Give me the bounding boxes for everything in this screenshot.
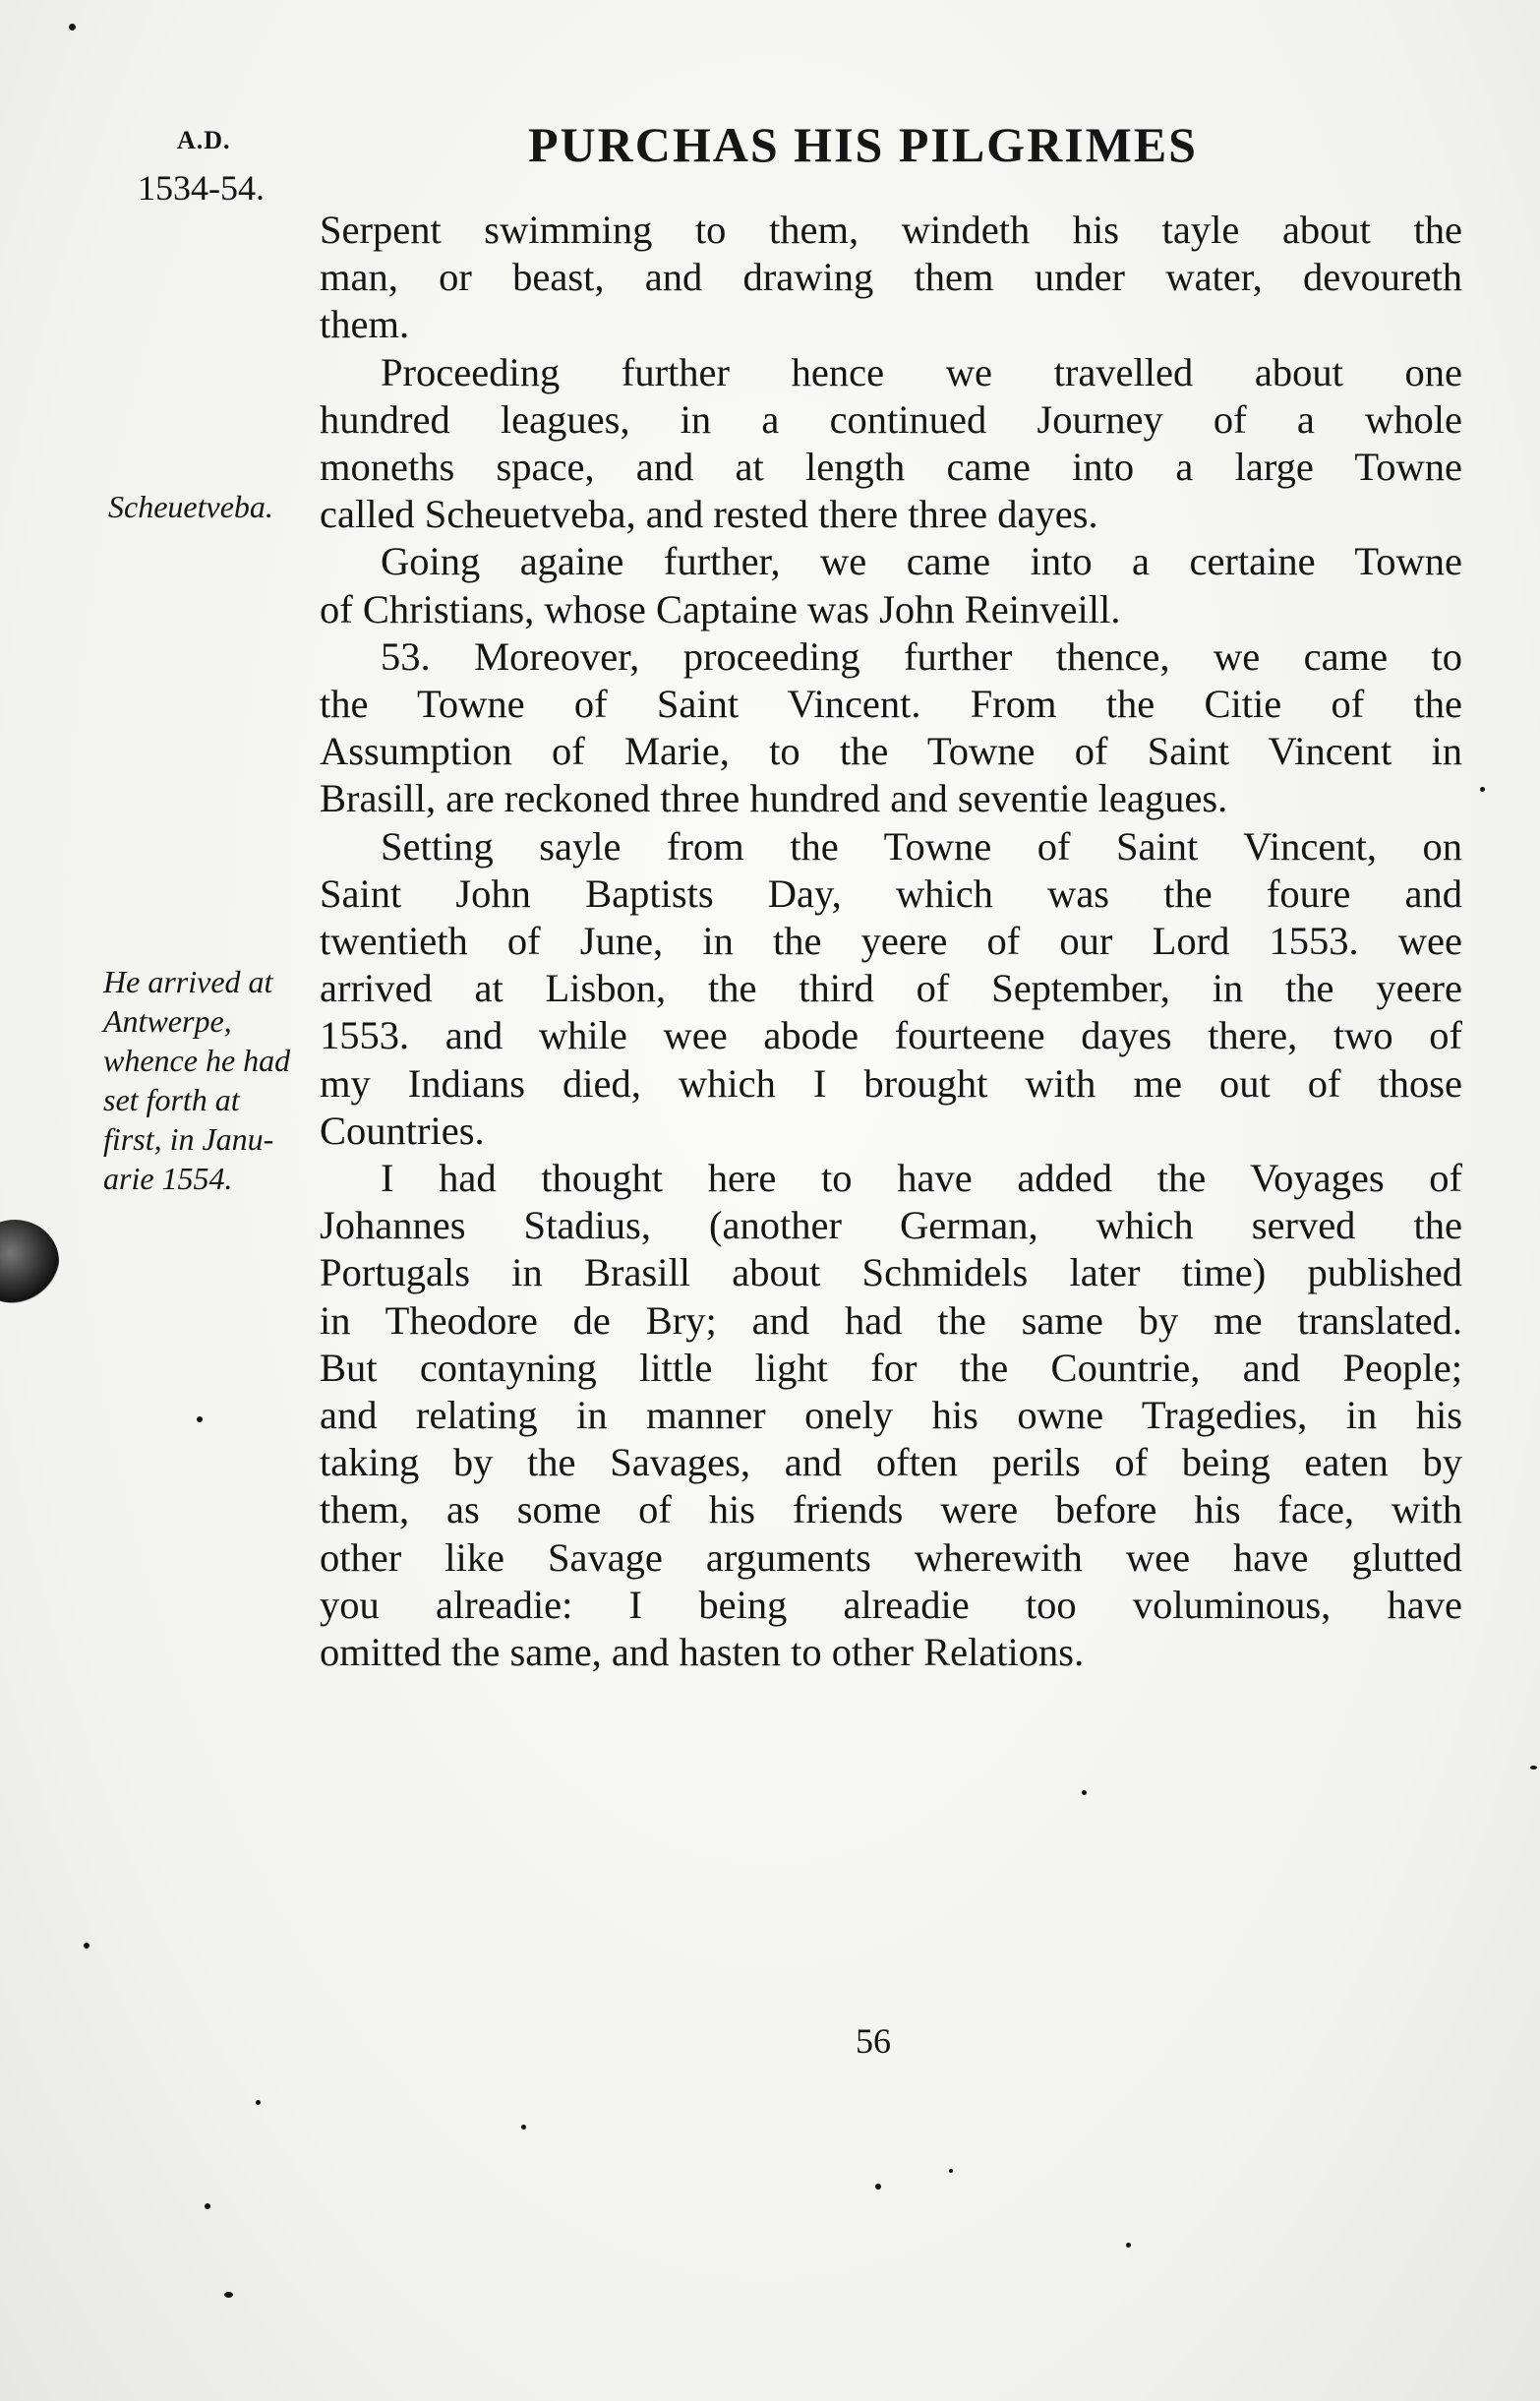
margin-note-line: first, in Janu-: [103, 1121, 274, 1157]
text-line: I had thought here to have added the Voyages of: [381, 1156, 1462, 1201]
dust-speck: [1530, 1766, 1537, 1770]
text-line: moneths space, and at length came into a large Towne: [320, 445, 1462, 490]
dust-speck: [224, 2292, 233, 2298]
text-line: Assumption of Marie, to the Towne of Saint Vincent in: [320, 729, 1462, 774]
dust-speck: [1082, 1790, 1087, 1795]
margin-note-line: Antwerpe,: [103, 1003, 232, 1039]
text-line: other like Savage arguments wherewith wee have glutted: [320, 1534, 1462, 1580]
year-range: 1534-54.: [138, 168, 265, 208]
dust-speck: [875, 2184, 881, 2190]
text-line: But contayning little light for the Countrie, and People;: [320, 1345, 1462, 1390]
text-line: twentieth of June, in the yeere of our Lord 1553. wee: [320, 919, 1462, 964]
dust-speck: [949, 2169, 953, 2173]
text-line: man, or beast, and drawing them under water, devoureth: [320, 255, 1462, 300]
text-line: you alreadie: I being alreadie too voluminous, have: [320, 1582, 1462, 1627]
text-line: Johannes Stadius, (another German, which served the: [320, 1203, 1462, 1248]
text-line: called Scheuetveba, and rested there three dayes.: [320, 492, 1098, 537]
text-line: Brasill, are reckoned three hundred and seventie leagues.: [320, 776, 1228, 821]
margin-note-scheuetveba: Scheuetveba.: [108, 489, 273, 524]
margin-note-antwerpe: [103, 962, 290, 1198]
dust-speck: [84, 1943, 89, 1949]
text-line: Portugals in Brasill about Schmidels later time) published: [320, 1250, 1462, 1295]
text-line: hundred leagues, in a continued Journey of a whole: [320, 396, 1462, 442]
text-line: them, as some of his friends were before his face, with: [320, 1487, 1462, 1532]
text-line: the Towne of Saint Vincent. From the Citie of the: [320, 682, 1462, 727]
margin-note-line: whence he had: [103, 1043, 291, 1078]
text-line: omitted the same, and hasten to other Relations.: [320, 1630, 1085, 1675]
main-text: [320, 207, 1462, 1676]
text-line: Going againe further, we came into a certaine Towne: [381, 539, 1462, 584]
text-line: in Theodore de Bry; and had the same by me translated.: [320, 1297, 1462, 1343]
text-line: Serpent swimming to them, windeth his tayle about the: [320, 208, 1462, 252]
text-line: Proceeding further hence we travelled about one: [381, 349, 1462, 394]
text-line: Setting sayle from the Towne of Saint Vincent, on: [381, 823, 1462, 869]
text-line: Countries.: [320, 1108, 485, 1153]
text-line: taking by the Savages, and often perils of being eaten by: [320, 1440, 1462, 1485]
dust-speck: [205, 2203, 210, 2209]
text-line: them.: [320, 302, 410, 347]
running-head: PURCHAS HIS PILGRIMES: [528, 117, 1198, 172]
text-line: arrived at Lisbon, the third of September, in the yeere: [320, 966, 1462, 1011]
dust-speck: [197, 1416, 203, 1422]
dust-speck: [1480, 787, 1485, 792]
text-line: 53. Moreover, proceeding further thence, we came to: [381, 633, 1462, 679]
thumb-shadow: [0, 1220, 59, 1303]
text-line: 1553. and while wee abode fourteene dayes there, two of: [320, 1013, 1462, 1058]
margin-note-line: arie 1554.: [103, 1161, 233, 1196]
text-line: Saint John Baptists Day, which was the foure and: [320, 870, 1462, 916]
text-line: my Indians died, which I brought with me out of those: [320, 1060, 1462, 1106]
margin-note-line: set forth at: [103, 1082, 240, 1117]
dust-speck: [521, 2125, 526, 2130]
margin-note-line: He arrived at: [103, 964, 273, 999]
dust-speck: [1126, 2243, 1131, 2248]
dust-speck: [256, 2100, 261, 2105]
text-line: of Christians, whose Captaine was John Reinveill.: [320, 586, 1121, 631]
text-line: and relating in manner onely his owne Tragedies, in his: [320, 1393, 1462, 1438]
page-number: 56: [856, 2021, 891, 2061]
dust-speck: [69, 24, 76, 30]
year-label: A.D.: [177, 126, 231, 154]
